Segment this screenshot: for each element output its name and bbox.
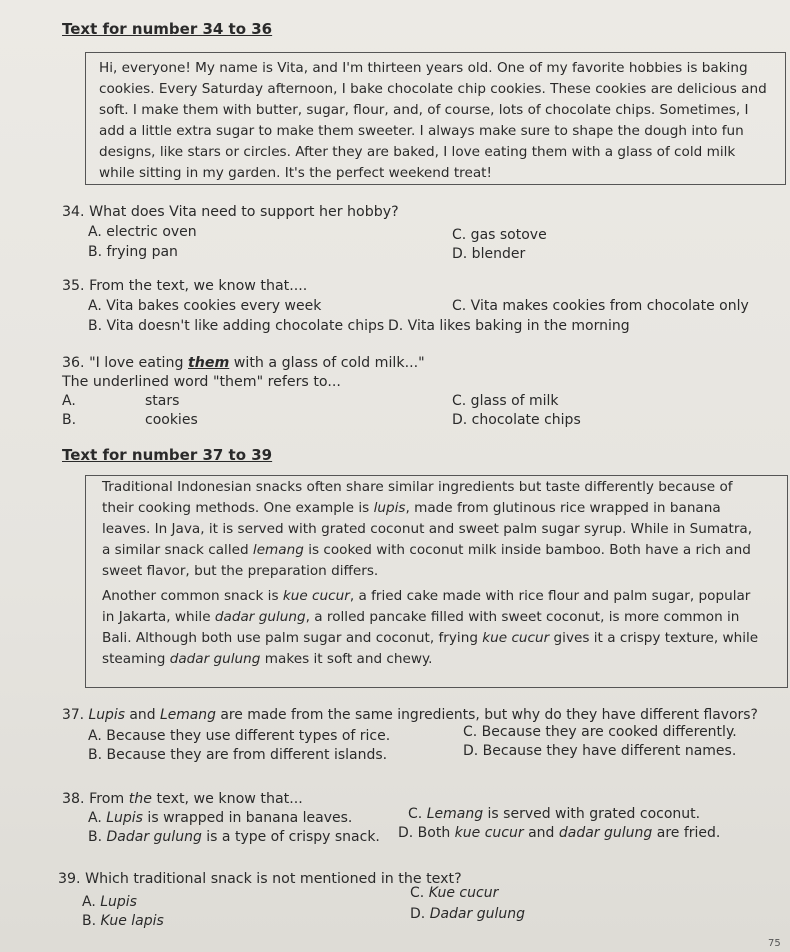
q35-option-c[interactable]: C. Vita makes cookies from chocolate only <box>452 298 749 314</box>
q38-option-d[interactable]: D. Both kue cucur and dadar gulung are fried. <box>398 825 721 841</box>
q38-option-a[interactable]: A. Lupis is wrapped in banana leaves. <box>88 810 353 826</box>
q36-option-d[interactable]: D. chocolate chips <box>452 412 581 428</box>
q34-option-d[interactable]: D. blender <box>452 246 526 262</box>
q39-option-a[interactable]: A. Lupis <box>82 894 137 910</box>
passage-snacks-p1: Traditional Indonesian snacks often share similar ingredients but taste differently because of their cooking methods. One example is lupis, made from glutinous rice wrapped in banana leaves. In Java, it is served with grated coconut and sweet palm sugar syrup. While in Sumatra, a similar snack called lemang is cooked with coconut milk inside bamboo. Both have a rich and sweet flavor, but the preparation differs. <box>102 479 753 579</box>
q34-option-a[interactable]: A. electric oven <box>88 224 197 240</box>
passage-line: soft. I make them with butter, sugar, flour, and, of course, lots of chocolate chips. Sometimes, I <box>99 102 749 118</box>
question-36-subline: The underlined word "them" refers to... <box>62 374 341 390</box>
q36-option-c[interactable]: C. glass of milk <box>452 393 559 409</box>
q39-option-d[interactable]: D. Dadar gulung <box>410 906 526 922</box>
q39-option-c[interactable]: C. Kue cucur <box>410 885 499 901</box>
passage-line: cookies. Every Saturday afternoon, I bake chocolate chip cookies. These cookies are delicious and <box>99 81 767 97</box>
q37-option-d[interactable]: D. Because they have different names. <box>463 743 737 759</box>
question-35: 35. From the text, we know that.... <box>62 278 308 294</box>
question-36: 36. "I love eating them with a glass of cold milk..." <box>62 355 425 371</box>
question-34: 34. What does Vita need to support her hobby? <box>62 204 399 220</box>
q36-option-a-letter: A. <box>62 393 76 409</box>
section-heading-37-39: Text for number 37 to 39 <box>62 446 273 464</box>
passage-line: add a little extra sugar to make them sweeter. I always make sure to shape the dough into fun <box>99 123 744 139</box>
q36-option-a[interactable]: stars <box>145 393 180 409</box>
q38-option-b[interactable]: B. Dadar gulung is a type of crispy snack. <box>88 829 380 845</box>
passage-line: Hi, everyone! My name is Vita, and I'm thirteen years old. One of my favorite hobbies is baking <box>99 60 748 76</box>
section-heading-34-36: Text for number 34 to 36 <box>62 20 273 38</box>
q37-option-b[interactable]: B. Because they are from different islands. <box>88 747 388 763</box>
q37-option-c[interactable]: C. Because they are cooked differently. <box>463 724 737 740</box>
q35-option-d[interactable]: D. Vita likes baking in the morning <box>388 318 630 334</box>
q35-option-a[interactable]: A. Vita bakes cookies every week <box>88 298 322 314</box>
passage-line: designs, like stars or circles. After they are baked, I love eating them with a glass of cold milk <box>99 144 736 160</box>
q35-option-b[interactable]: B. Vita doesn't like adding chocolate chips <box>88 318 385 334</box>
q37-option-a[interactable]: A. Because they use different types of rice. <box>88 728 391 744</box>
passage-line: while sitting in my garden. It's the perfect weekend treat! <box>99 165 492 181</box>
q36-option-b[interactable]: cookies <box>145 412 198 428</box>
question-39: 39. Which traditional snack is not mentioned in the text? <box>58 871 462 887</box>
question-38: 38. From the text, we know that... <box>62 791 303 807</box>
underlined-word: them <box>187 355 230 371</box>
q38-option-c[interactable]: C. Lemang is served with grated coconut. <box>408 806 701 822</box>
question-37: 37. Lupis and Lemang are made from the same ingredients, but why do they have different flavors? <box>62 707 758 723</box>
q34-option-b[interactable]: B. frying pan <box>88 244 178 260</box>
passage-vita <box>99 58 767 184</box>
q39-option-b[interactable]: B. Kue lapis <box>82 913 164 929</box>
passage-snacks-p2: Another common snack is kue cucur, a fried cake made with rice flour and palm sugar, popular in Jakarta, while dadar gulung, a rolled pancake filled with sweet coconut, is more common in Bali. Although both use palm sugar and coconut, frying kue cucur gives it a crispy texture, while steaming dadar gulung makes it soft and chewy. <box>102 588 759 667</box>
q36-option-b-letter: B. <box>62 412 77 428</box>
page-number: 75 <box>768 938 781 949</box>
q34-option-c[interactable]: C. gas sotove <box>452 227 547 243</box>
